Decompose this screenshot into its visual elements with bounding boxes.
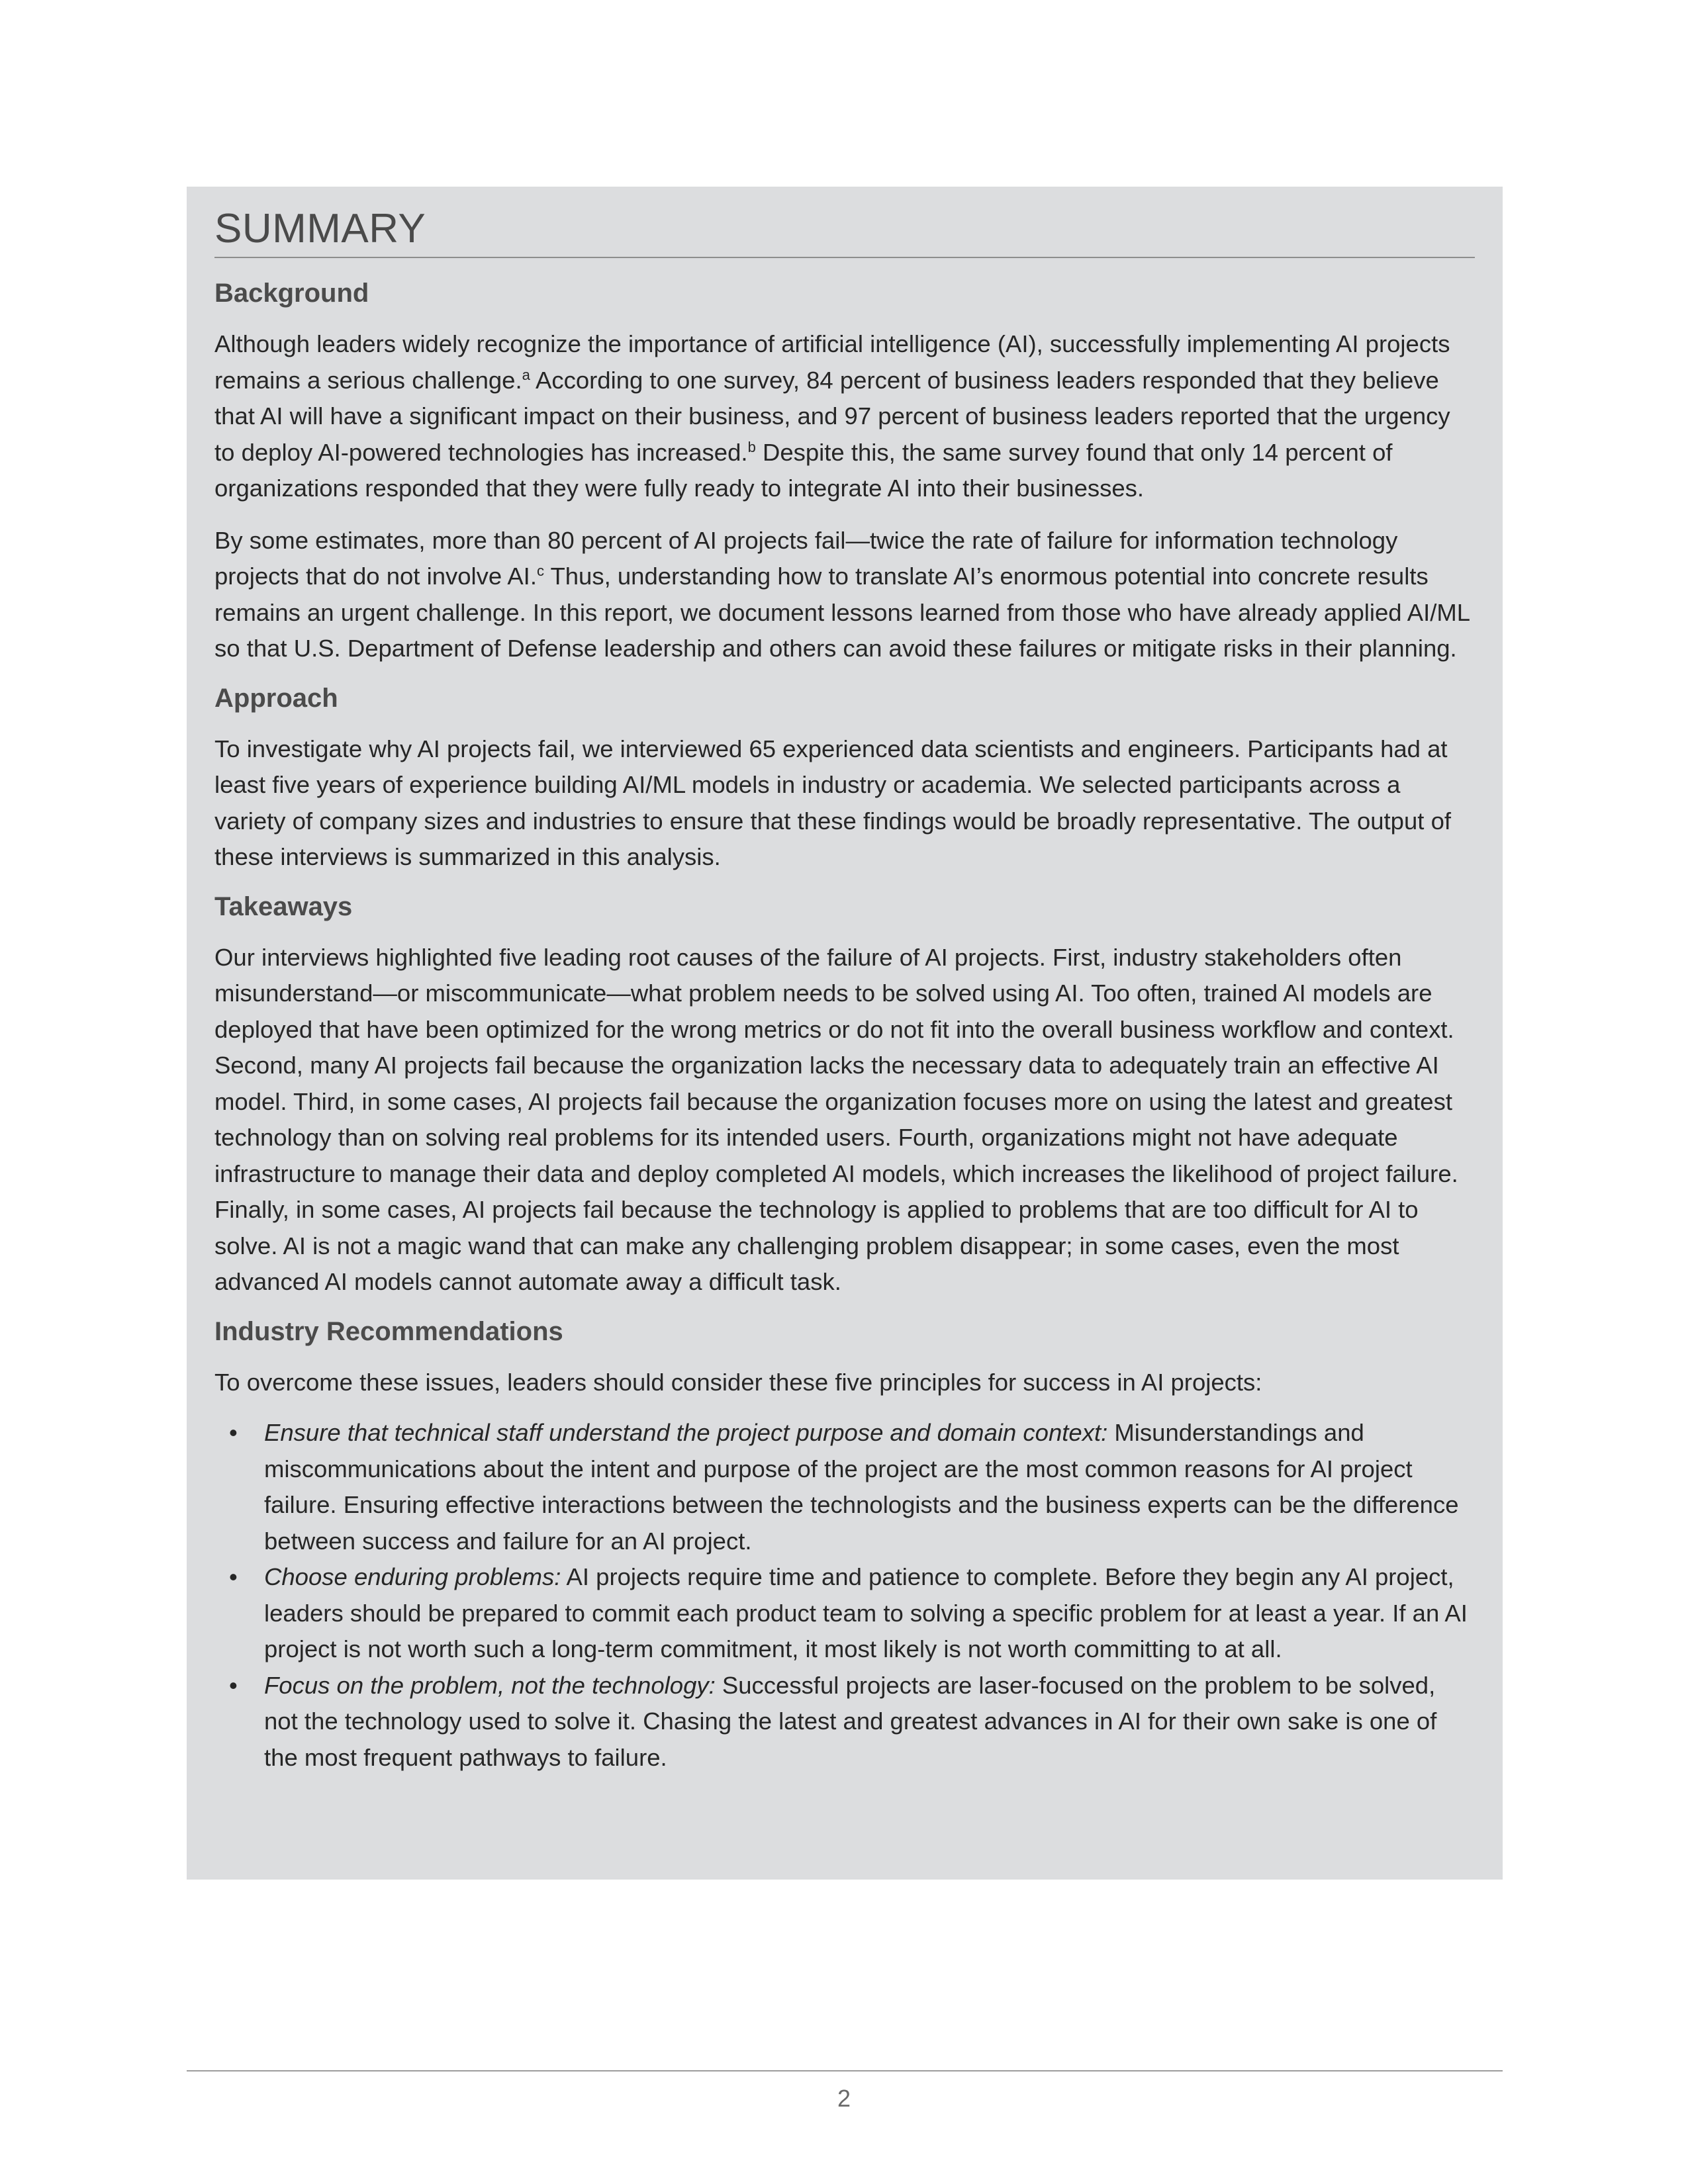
background-p1-part2: According to one survey, 84 percent of business leaders responded that they believe that AI will have a significant impact on their business, and 97 percent of business leaders reported that the urgency to deploy AI-powered technologies has increased. — [214, 366, 1450, 466]
bullet-icon: • — [229, 1419, 238, 1446]
approach-paragraph: To investigate why AI projects fail, we interviewed 65 experienced data scientists and engineers. Participants had at least five years of experience building AI/ML models in industry or academia. We selected participants across a variety of company sizes and industries to ensure that these findings would be broadly representative. The output of these interviews is summarized in this analysis. — [214, 735, 1452, 870]
recommendation-2-lead: Choose enduring problems: — [264, 1563, 561, 1590]
page-title: SUMMARY — [214, 205, 1475, 258]
footer-divider — [187, 2070, 1503, 2071]
takeaways-paragraph: Our interviews highlighted five leading root causes of the failure of AI projects. First, industry stakeholders often misunderstand—or miscommunicate—what problem needs to be solved using AI. Too often, trained AI models are deployed that have been optimized for the wrong metrics or do not fit into the overall business workflow and context. Second, many AI projects fail because the organization lacks the necessary data to adequately train an effective AI model. Third, in some cases, AI projects fail because the organization focuses more on using the latest and greatest technology than on solving real problems for its intended users. Fourth, organizations might not have adequate infrastructure to manage their data and deploy completed AI models, which increases the likelihood of project failure. Finally, in some cases, AI projects fail because the technology is applied to problems that are too difficult for AI to solve. AI is not a magic wand that can make any challenging problem disappear; in some cases, even the most advanced AI models cannot automate away a difficult task. — [214, 943, 1458, 1295]
takeaways-heading: Takeaways — [214, 891, 353, 921]
recommendation-list — [214, 1415, 1475, 1776]
background-paragraph-1 — [214, 326, 1475, 507]
footnote-ref-a: a — [522, 366, 530, 383]
industry-intro-paragraph: To overcome these issues, leaders should consider these five principles for success in AI projects: — [214, 1368, 1262, 1396]
recommendation-3-text: Successful projects are laser-focused on the problem to be solved, not the technology used to solve it. Chasing the latest and greatest advances in AI for their own sake is one of the most frequent pathways to failure. — [264, 1671, 1437, 1771]
industry-recommendations-heading: Industry Recommendations — [214, 1316, 563, 1346]
recommendation-1-text: Misunderstandings and miscommunications about the intent and purpose of the project are the most common reasons for AI project failure. Ensuring effective interactions between the technologists and the business experts can be the difference between success and failure for an AI project. — [264, 1419, 1459, 1555]
footnote-ref-b: b — [747, 438, 756, 455]
background-paragraph-2 — [214, 523, 1475, 667]
footnote-ref-c: c — [536, 562, 544, 579]
background-heading: Background — [214, 279, 369, 308]
recommendation-item-2 — [214, 1559, 1475, 1668]
recommendation-1-lead: Ensure that technical staff understand the project purpose and domain context: — [264, 1419, 1108, 1446]
page-number: 2 — [837, 2085, 851, 2112]
background-p1-part3: Despite this, the same survey found that only 14 percent of organizations responded that they were fully ready to integrate AI into their businesses. — [214, 438, 1393, 502]
recommendation-3-lead: Focus on the problem, not the technology: — [264, 1671, 716, 1699]
background-p2-part1: By some estimates, more than 80 percent of AI projects fail—twice the rate of failure for information technology projects that do not involve AI. — [214, 526, 1398, 590]
recommendation-item-1 — [214, 1415, 1475, 1559]
recommendation-item-3 — [214, 1668, 1475, 1776]
approach-heading: Approach — [214, 683, 338, 713]
recommendation-2-text: AI projects require time and patience to complete. Before they begin any AI project, leaders should be prepared to commit each product team to solving a specific problem for at least a year. If an AI project is not worth such a long-term commitment, it most likely is not worth committing to at all. — [264, 1563, 1468, 1662]
bullet-icon: • — [229, 1671, 238, 1699]
bullet-icon: • — [229, 1563, 238, 1590]
background-p1-part1: Although leaders widely recognize the importance of artificial intelligence (AI), successfully implementing AI projects remains a serious challenge. — [214, 330, 1450, 394]
summary-box — [187, 187, 1503, 1880]
background-p2-part2: Thus, understanding how to translate AI’s enormous potential into concrete results remains an urgent challenge. In this report, we document lessons learned from those who have already applied AI/ML so that U.S. Department of Defense leadership and others can avoid these failures or mitigate risks in their planning. — [214, 563, 1470, 662]
